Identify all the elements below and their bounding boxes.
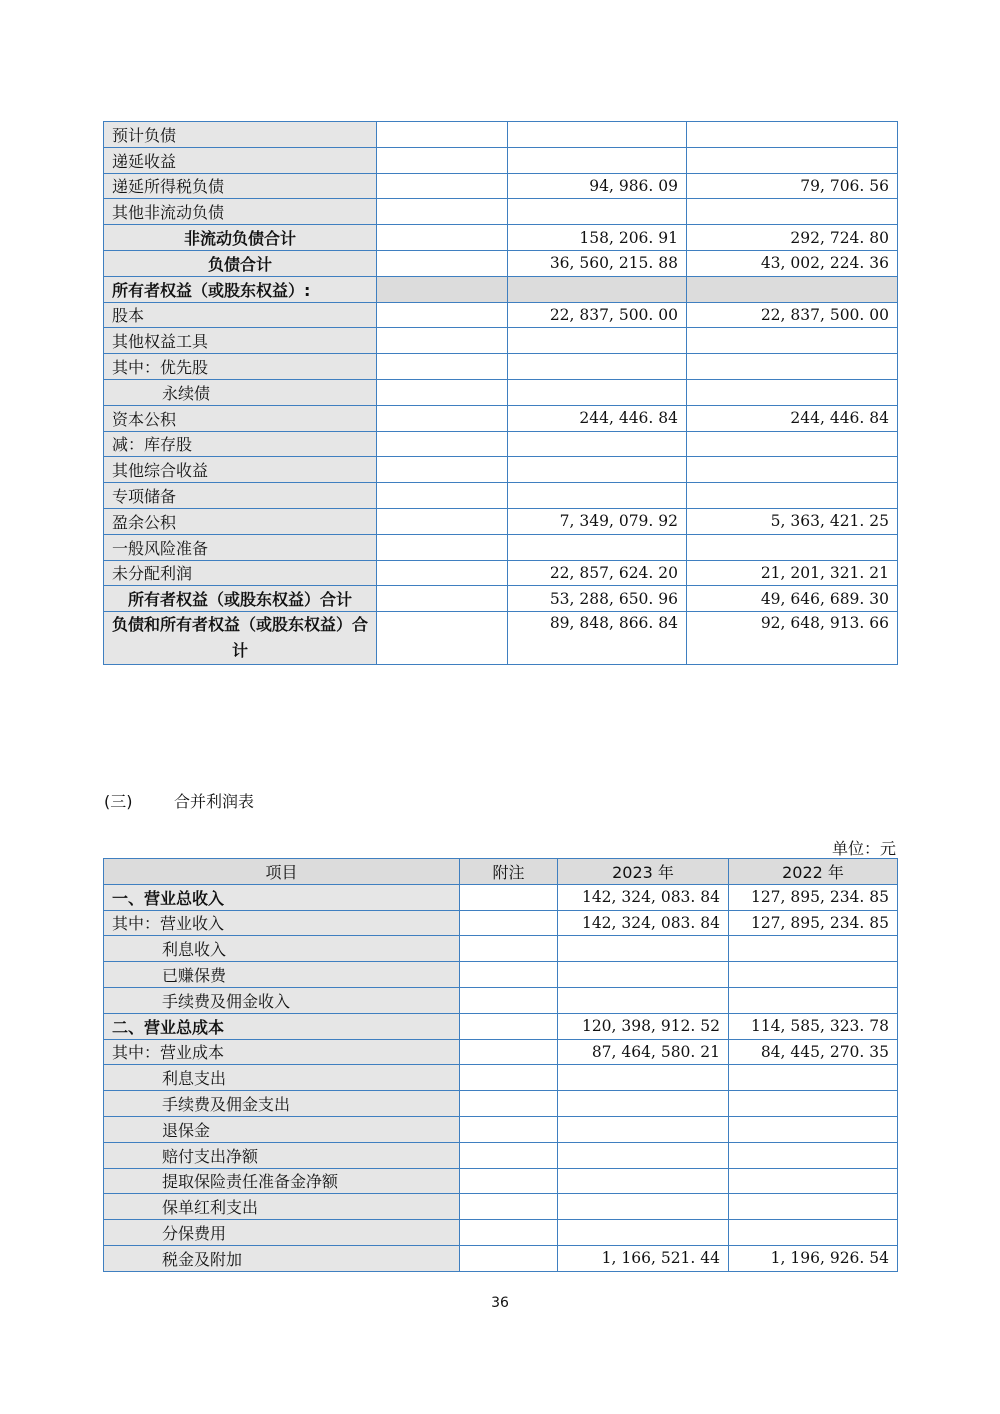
row-note <box>460 936 558 962</box>
table-row <box>104 1091 898 1117</box>
row-label: 手续费及佣金支出 <box>104 1091 460 1117</box>
row-value-2023: 87, 464, 580. 21 <box>558 1039 729 1065</box>
row-value-2022 <box>687 122 898 148</box>
row-value-2022: 5, 363, 421. 25 <box>687 508 898 534</box>
row-label: 手续费及佣金收入 <box>104 987 460 1013</box>
row-value-2023: 120, 398, 912. 52 <box>558 1013 729 1039</box>
table-row <box>104 560 898 586</box>
row-value-2022 <box>687 276 898 302</box>
row-value-2023: 89, 848, 866. 84 <box>508 612 687 665</box>
row-value-2022 <box>687 354 898 380</box>
table-row <box>104 457 898 483</box>
row-label: 负债和所有者权益（或股东权益）合计 <box>104 612 377 665</box>
table-row <box>104 1065 898 1091</box>
row-label: 一、营业总收入 <box>104 884 460 910</box>
row-value-2022 <box>729 987 898 1013</box>
table-header-row <box>104 859 898 885</box>
row-note <box>377 199 508 225</box>
row-label: 其中：优先股 <box>104 354 377 380</box>
page-number: 36 <box>491 1295 509 1311</box>
header-note: 附注 <box>460 859 558 885</box>
row-note <box>377 122 508 148</box>
row-label: 资本公积 <box>104 405 377 431</box>
row-value-2023: 142, 324, 083. 84 <box>558 884 729 910</box>
row-label: 赔付支出净额 <box>104 1142 460 1168</box>
row-value-2023 <box>558 1142 729 1168</box>
table-row <box>104 1039 898 1065</box>
row-label: 二、营业总成本 <box>104 1013 460 1039</box>
row-value-2023: 53, 288, 650. 96 <box>508 586 687 612</box>
row-value-2023 <box>508 328 687 354</box>
row-label: 利息支出 <box>104 1065 460 1091</box>
row-note <box>377 612 508 665</box>
row-value-2022: 49, 646, 689. 30 <box>687 586 898 612</box>
row-label: 股本 <box>104 302 377 328</box>
row-value-2022 <box>729 1142 898 1168</box>
row-value-2022: 1, 196, 926. 54 <box>729 1245 898 1271</box>
section-number: (三) <box>104 792 133 811</box>
row-label: 退保金 <box>104 1116 460 1142</box>
table-row <box>104 276 898 302</box>
row-note <box>460 962 558 988</box>
row-value-2022: 127, 895, 234. 85 <box>729 910 898 936</box>
balance-sheet-table <box>103 121 898 665</box>
table-row <box>104 173 898 199</box>
header-2023: 2023 年 <box>558 859 729 885</box>
table-row <box>104 508 898 534</box>
table-row <box>104 122 898 148</box>
row-label: 分保费用 <box>104 1220 460 1246</box>
table-row <box>104 936 898 962</box>
row-label: 利息收入 <box>104 936 460 962</box>
row-note <box>460 884 558 910</box>
row-note <box>377 431 508 457</box>
income-statement-table <box>103 858 898 1272</box>
row-note <box>460 1168 558 1194</box>
row-value-2023 <box>508 199 687 225</box>
row-value-2023: 22, 857, 624. 20 <box>508 560 687 586</box>
row-note <box>377 560 508 586</box>
row-note <box>460 1091 558 1117</box>
row-label: 税金及附加 <box>104 1245 460 1271</box>
unit-label: 单位：元 <box>831 839 896 858</box>
row-value-2023 <box>508 431 687 457</box>
row-note <box>377 508 508 534</box>
row-label: 盈余公积 <box>104 508 377 534</box>
row-value-2023: 142, 324, 083. 84 <box>558 910 729 936</box>
header-2022: 2022 年 <box>729 859 898 885</box>
row-note <box>377 276 508 302</box>
section-title <box>104 789 254 812</box>
row-label: 其中：营业成本 <box>104 1039 460 1065</box>
row-value-2023: 36, 560, 215. 88 <box>508 250 687 276</box>
table-row <box>104 1013 898 1039</box>
table-row <box>104 1168 898 1194</box>
row-value-2022 <box>687 483 898 509</box>
row-value-2022 <box>729 1220 898 1246</box>
row-note <box>377 302 508 328</box>
row-value-2022: 21, 201, 321. 21 <box>687 560 898 586</box>
row-label: 保单红利支出 <box>104 1194 460 1220</box>
row-value-2022 <box>687 147 898 173</box>
row-note <box>460 1220 558 1246</box>
row-note <box>460 1142 558 1168</box>
row-note <box>377 586 508 612</box>
row-value-2022 <box>729 1091 898 1117</box>
row-value-2022 <box>687 534 898 560</box>
table-row <box>104 483 898 509</box>
row-value-2022: 127, 895, 234. 85 <box>729 884 898 910</box>
row-value-2022 <box>729 1168 898 1194</box>
row-value-2023: 7, 349, 079. 92 <box>508 508 687 534</box>
row-value-2022 <box>729 1065 898 1091</box>
row-label: 其他权益工具 <box>104 328 377 354</box>
row-value-2023 <box>558 962 729 988</box>
row-value-2023 <box>508 276 687 302</box>
row-value-2023 <box>508 147 687 173</box>
row-value-2023 <box>558 1065 729 1091</box>
row-note <box>460 1013 558 1039</box>
row-label: 其他综合收益 <box>104 457 377 483</box>
table-row <box>104 534 898 560</box>
table-row <box>104 147 898 173</box>
row-label: 专项储备 <box>104 483 377 509</box>
row-note <box>377 354 508 380</box>
row-value-2022: 84, 445, 270. 35 <box>729 1039 898 1065</box>
row-label: 未分配利润 <box>104 560 377 586</box>
table-row <box>104 379 898 405</box>
row-label: 非流动负债合计 <box>104 225 377 251</box>
table-row <box>104 431 898 457</box>
row-note <box>377 405 508 431</box>
table-row <box>104 962 898 988</box>
row-value-2022: 292, 724. 80 <box>687 225 898 251</box>
row-note <box>377 250 508 276</box>
table-row <box>104 987 898 1013</box>
row-value-2022 <box>687 199 898 225</box>
row-label: 其中：营业收入 <box>104 910 460 936</box>
row-note <box>377 457 508 483</box>
row-value-2022 <box>687 457 898 483</box>
row-label: 负债合计 <box>104 250 377 276</box>
row-value-2023: 158, 206. 91 <box>508 225 687 251</box>
table-row <box>104 1194 898 1220</box>
row-label: 一般风险准备 <box>104 534 377 560</box>
row-value-2023 <box>508 122 687 148</box>
row-label: 其他非流动负债 <box>104 199 377 225</box>
row-note <box>377 225 508 251</box>
row-label: 减：库存股 <box>104 431 377 457</box>
row-value-2023 <box>508 379 687 405</box>
row-note <box>377 328 508 354</box>
row-note <box>377 534 508 560</box>
row-label: 所有者权益（或股东权益）: <box>104 276 377 302</box>
table-row <box>104 884 898 910</box>
row-value-2022: 92, 648, 913. 66 <box>687 612 898 665</box>
row-value-2022 <box>729 1194 898 1220</box>
row-value-2023 <box>508 483 687 509</box>
row-value-2023 <box>558 1091 729 1117</box>
row-note <box>377 379 508 405</box>
row-label: 永续债 <box>104 379 377 405</box>
row-value-2023 <box>508 354 687 380</box>
table-row <box>104 250 898 276</box>
table-row <box>104 302 898 328</box>
header-item: 项目 <box>104 859 460 885</box>
table-row <box>104 225 898 251</box>
row-value-2023 <box>558 987 729 1013</box>
row-label: 提取保险责任准备金净额 <box>104 1168 460 1194</box>
row-value-2022: 43, 002, 224. 36 <box>687 250 898 276</box>
row-note <box>377 483 508 509</box>
row-note <box>460 1065 558 1091</box>
row-label: 所有者权益（或股东权益）合计 <box>104 586 377 612</box>
row-value-2022 <box>687 328 898 354</box>
row-value-2022 <box>729 936 898 962</box>
row-value-2023 <box>508 457 687 483</box>
row-value-2023 <box>508 534 687 560</box>
row-note <box>377 147 508 173</box>
table-row <box>104 1245 898 1271</box>
row-value-2023 <box>558 1220 729 1246</box>
row-note <box>460 910 558 936</box>
row-value-2023 <box>558 1194 729 1220</box>
table-row-total <box>104 612 898 665</box>
row-value-2022: 79, 706. 56 <box>687 173 898 199</box>
row-value-2022 <box>729 1116 898 1142</box>
row-value-2023 <box>558 1168 729 1194</box>
row-value-2023: 94, 986. 09 <box>508 173 687 199</box>
table-row <box>104 1220 898 1246</box>
row-note <box>460 1116 558 1142</box>
row-value-2023: 244, 446. 84 <box>508 405 687 431</box>
row-label: 预计负债 <box>104 122 377 148</box>
section-title-text: 合并利润表 <box>174 792 255 811</box>
row-label: 递延收益 <box>104 147 377 173</box>
row-value-2023: 1, 166, 521. 44 <box>558 1245 729 1271</box>
table-row <box>104 1116 898 1142</box>
row-note <box>460 1039 558 1065</box>
table-row <box>104 405 898 431</box>
row-value-2022 <box>687 431 898 457</box>
row-value-2022 <box>729 962 898 988</box>
table-row <box>104 910 898 936</box>
row-value-2023: 22, 837, 500. 00 <box>508 302 687 328</box>
row-note <box>377 173 508 199</box>
table-row <box>104 354 898 380</box>
row-value-2022: 244, 446. 84 <box>687 405 898 431</box>
row-note <box>460 987 558 1013</box>
row-label: 递延所得税负债 <box>104 173 377 199</box>
row-value-2023 <box>558 936 729 962</box>
row-value-2022: 114, 585, 323. 78 <box>729 1013 898 1039</box>
table-row <box>104 328 898 354</box>
row-note <box>460 1245 558 1271</box>
row-note <box>460 1194 558 1220</box>
row-value-2023 <box>558 1116 729 1142</box>
row-label: 已赚保费 <box>104 962 460 988</box>
row-value-2022 <box>687 379 898 405</box>
row-value-2022: 22, 837, 500. 00 <box>687 302 898 328</box>
table-row <box>104 586 898 612</box>
table-row <box>104 199 898 225</box>
table-row <box>104 1142 898 1168</box>
